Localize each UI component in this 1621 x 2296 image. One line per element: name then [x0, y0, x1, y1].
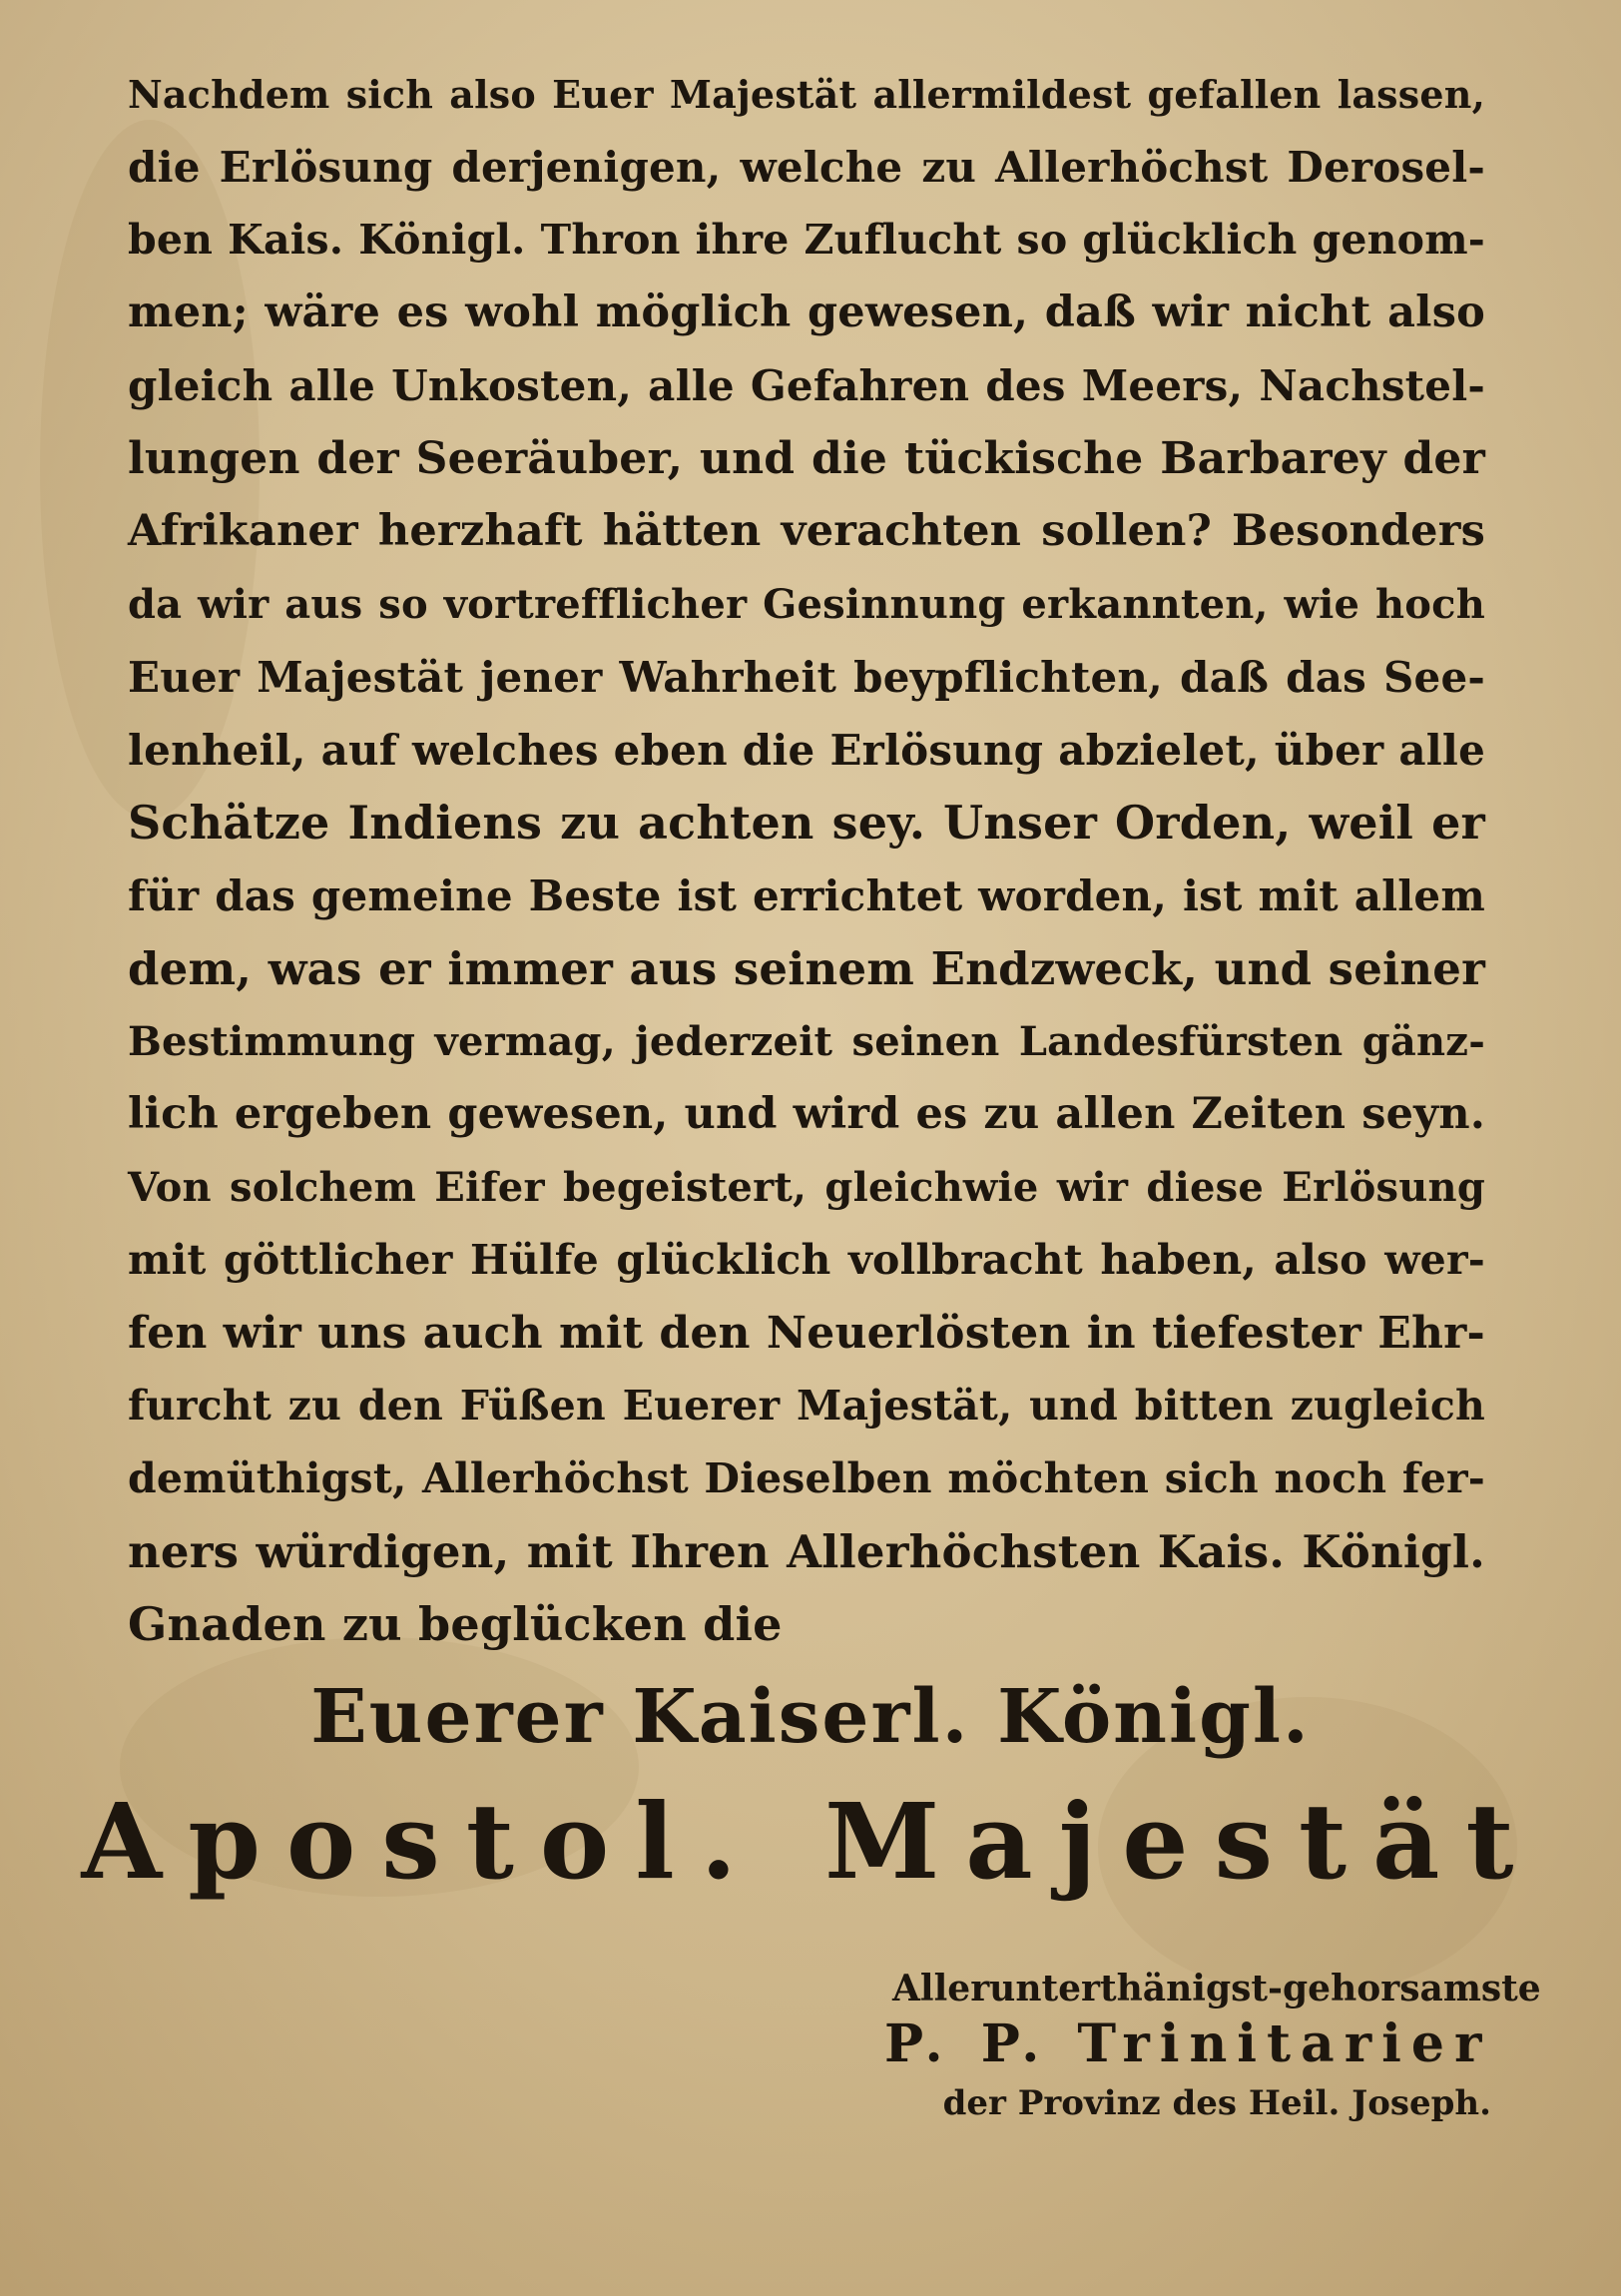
text-line: die Erlösung derjenigen, welche zu Allerhöchst Derosel- — [128, 143, 1485, 192]
text-line: ners würdigen, mit Ihren Allerhöchsten Kais. Königl. — [128, 1525, 1485, 1578]
text-line: fen wir uns auch mit den Neuerlösten in tiefester Ehr- — [128, 1308, 1485, 1359]
text-line: Von solchem Eifer begeistert, gleichwie wir diese Erlösung — [128, 1164, 1485, 1211]
text-line: mit göttlicher Hülfe glücklich vollbracht haben, also wer- — [128, 1236, 1485, 1284]
text-line: lich ergeben gewesen, und wird es zu allen Zeiten seyn. — [128, 1089, 1485, 1139]
body-text — [128, 58, 1485, 1661]
text-line: furcht zu den Füßen Euerer Majestät, und bitten zugleich — [128, 1382, 1485, 1430]
text-line: da wir aus so vortrefflicher Gesinnung erkannten, wie hoch — [128, 581, 1485, 628]
text-line: Bestimmung vermag, jederzeit seinen Landesfürsten gänz- — [128, 1018, 1485, 1065]
signature-province: der Provinz des Heil. Joseph. — [942, 2083, 1491, 2123]
text-line: Gnaden zu beglücken die — [128, 1597, 783, 1651]
text-line: gleich alle Unkosten, alle Gefahren des Meers, Nachstel- — [128, 361, 1485, 410]
text-line: Schätze Indiens zu achten sey. Unser Orden, weil er — [128, 796, 1485, 850]
text-line: ben Kais. Königl. Thron ihre Zuflucht so glücklich genom- — [128, 216, 1485, 264]
text-line: demüthigst, Allerhöchst Dieselben möchten sich noch fer- — [128, 1454, 1485, 1502]
closing-title: Apostol. Majestät — [81, 1780, 1540, 1903]
text-line: lungen der Seeräuber, und die tückische Barbarey der — [128, 433, 1485, 484]
signature-formula: Allerunterthänigst-gehorsamste — [892, 1968, 1541, 2009]
signature-name: P. P. Trinitarier — [884, 2013, 1492, 2074]
text-line: für das gemeine Beste ist errichtet worden, ist mit allem — [128, 871, 1485, 920]
text-line: Nachdem sich also Euer Majestät allermildest gefallen lassen, — [128, 72, 1485, 117]
text-line: Afrikaner herzhaft hätten verachten sollen? Besonders — [128, 506, 1485, 556]
text-line: dem, was er immer aus seinem Endzweck, und seiner — [128, 942, 1485, 995]
text-line: Euer Majestät jener Wahrheit beypflichten, daß das See- — [128, 653, 1485, 702]
text-line: lenheil, auf welches eben die Erlösung abzielet, über alle — [128, 726, 1485, 775]
closing-salutation: Euerer Kaiserl. Königl. — [310, 1674, 1311, 1760]
text-line: men; wäre es wohl möglich gewesen, daß wir nicht also — [128, 287, 1485, 337]
